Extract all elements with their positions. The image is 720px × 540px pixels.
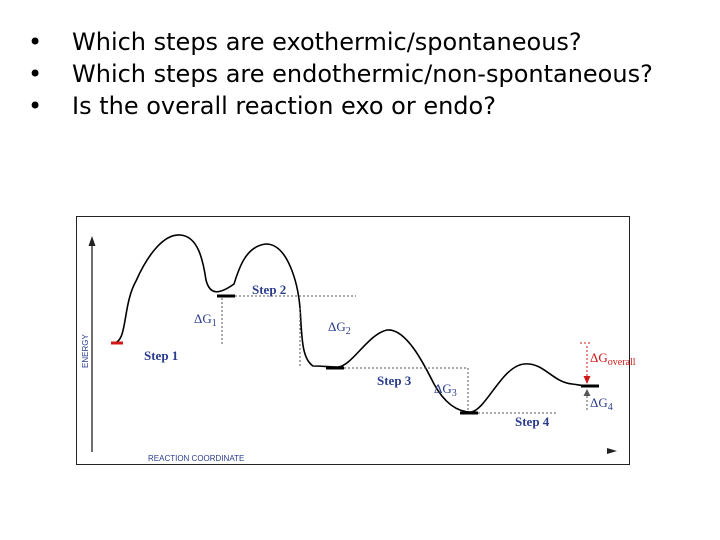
reaction-axis-arrow-icon: [607, 448, 617, 454]
energy-axis-arrow-icon: [89, 236, 96, 246]
bullet-icon: •: [28, 28, 43, 56]
delta-g1-label: $\Delta G_1$: [194, 311, 217, 329]
question-text: Which steps are exothermic/spontaneous?: [72, 28, 582, 56]
bullet-icon: •: [28, 92, 43, 120]
energy-axis-label: ENERGY: [81, 334, 90, 368]
question-item: [28, 26, 698, 58]
question-item: [28, 58, 698, 90]
overall-arrow-icon: [584, 376, 591, 384]
bullet-icon: •: [28, 60, 43, 88]
step-3-label: Step 3: [377, 373, 412, 388]
question-text: Which steps are endothermic/non-spontaneous?: [72, 60, 653, 88]
question-item: [28, 90, 698, 122]
energy-diagram: [76, 216, 636, 468]
step-1-label: Step 1: [144, 348, 179, 363]
step-2-label: Step 2: [252, 282, 287, 297]
delta-g-overall-label: $\Delta G_{overall}$: [590, 350, 636, 368]
delta-g3-label: $\Delta G_3$: [434, 381, 457, 399]
delta-g2-label: $\Delta G_2$: [328, 319, 351, 337]
step-4-label: Step 4: [515, 414, 550, 429]
reaction-coordinate-label: REACTION COORDINATE: [148, 454, 245, 463]
delta-g4-label: $\Delta G_4$: [590, 395, 613, 413]
question-text: Is the overall reaction exo or endo?: [72, 92, 496, 120]
question-list: [28, 26, 698, 122]
energy-curve: [113, 235, 590, 412]
